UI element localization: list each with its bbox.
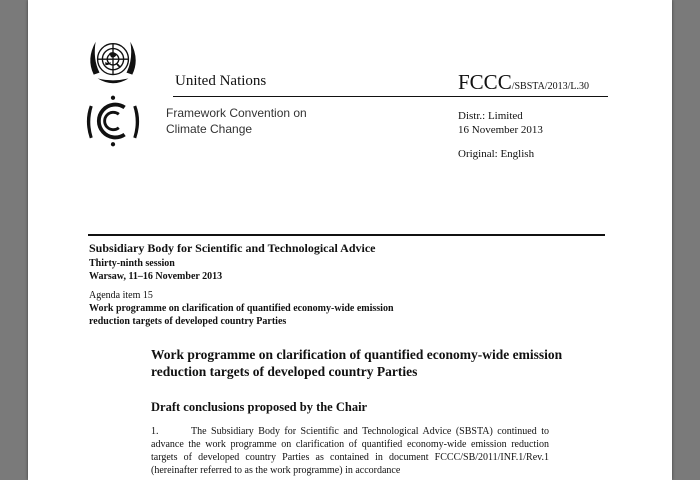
paragraph-text: The Subsidiary Body for Scientific and Technological Advice (SBSTA) continued to advance the work programme on clarification of quantified economy-wide emission reduction targets of developed country Parties as contained in document FCCC/SB/2011/INF.1/Rev.1 (hereinafter referred to as the work programme) in accordance <box>151 426 549 476</box>
document-title: Work programme on clarification of quantified economy-wide emission reduction targets of developed country Parties <box>151 347 563 379</box>
session-place-date: Warsaw, 11–16 November 2013 <box>89 271 223 282</box>
organization-name: United Nations <box>175 73 267 89</box>
convention-line-2: Climate Change <box>166 122 253 136</box>
unfccc-logo-icon <box>84 92 142 150</box>
paragraph-number: 1. <box>151 426 159 437</box>
symbol-suffix: /SBSTA/2013/L.30 <box>511 81 589 92</box>
agenda-label: Agenda item 15 <box>89 290 153 301</box>
agenda-title: Work programme on clarification of quantified economy-wide emission reduction targets of developed country Parties <box>89 303 394 327</box>
document-subtitle: Draft conclusions proposed by the Chair <box>151 400 368 414</box>
symbol-main: FCCC <box>458 70 512 94</box>
subsidiary-body-name: Subsidiary Body for Scientific and Technological Advice <box>89 241 376 255</box>
distribution-info <box>458 109 543 137</box>
original-language: Original: English <box>458 148 535 160</box>
document-page <box>28 0 672 480</box>
agenda-item <box>89 289 409 328</box>
document-date: 16 November 2013 <box>458 124 543 136</box>
document-symbol <box>458 70 589 95</box>
convention-name <box>166 105 366 137</box>
convention-line-1: Framework Convention on <box>166 106 307 120</box>
session-info <box>89 257 222 283</box>
section-rule <box>88 234 605 236</box>
header-rule <box>173 96 608 97</box>
session-name: Thirty-ninth session <box>89 258 175 269</box>
un-emblem-icon <box>84 36 142 90</box>
paragraph-1 <box>151 425 549 477</box>
distribution-status: Distr.: Limited <box>458 110 523 122</box>
